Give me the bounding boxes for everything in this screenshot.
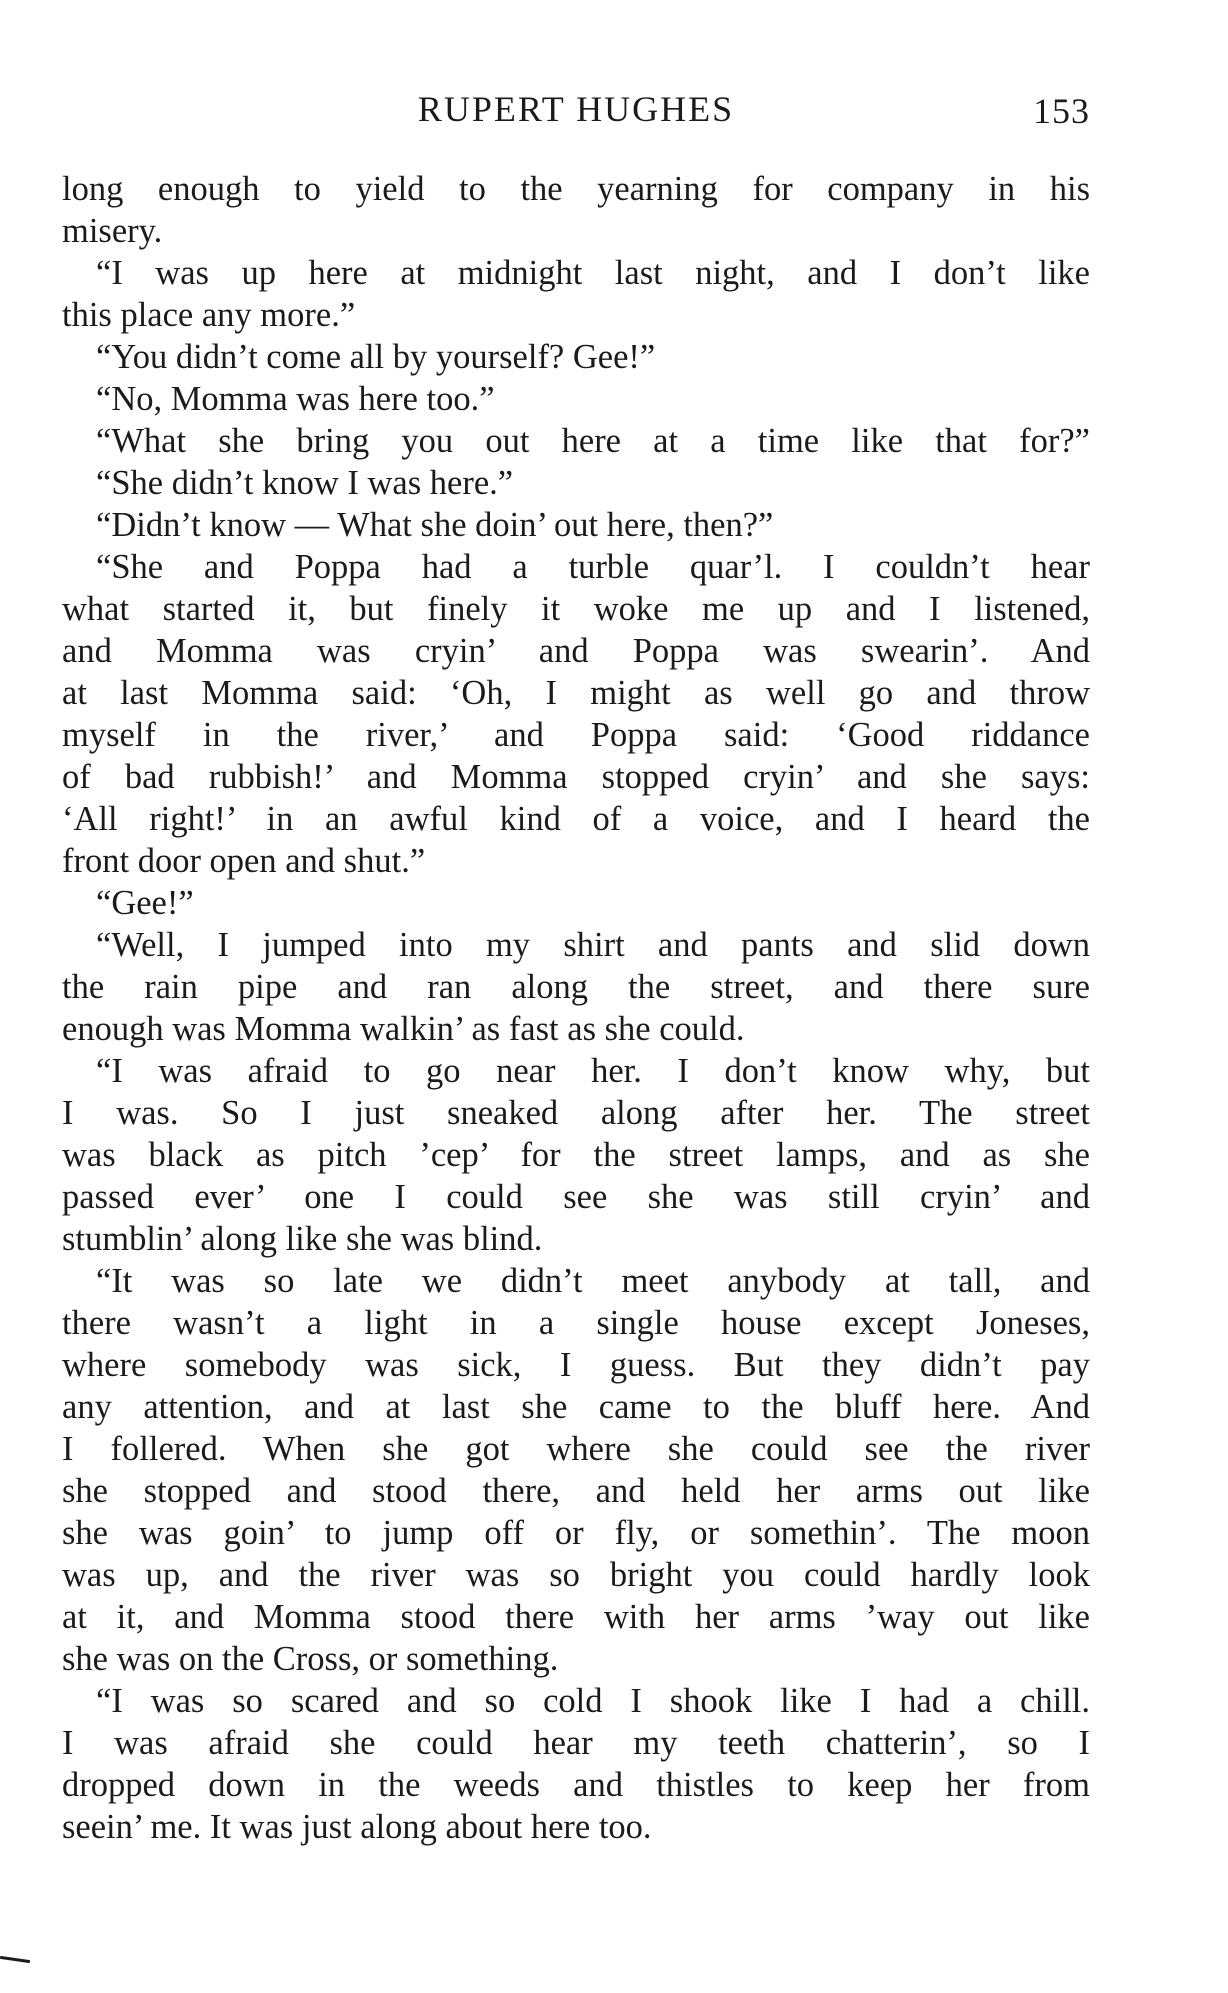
text-line: she stopped and stood there, and held her arms out like	[62, 1472, 1090, 1510]
page-header	[62, 88, 1090, 138]
text-line: “Didn’t know — What she doin’ out here, then?”	[96, 506, 774, 544]
text-line: “She and Poppa had a turble quar’l. I couldn’t hear	[96, 548, 1090, 586]
text-line: “Gee!”	[96, 884, 194, 922]
running-title: RUPERT HUGHES	[417, 89, 735, 129]
text-line: this place any more.”	[62, 296, 356, 334]
text-line: and Momma was cryin’ and Poppa was swearin’. And	[62, 632, 1090, 670]
body-text	[62, 168, 1090, 1848]
page-edge-mark	[0, 1956, 30, 1963]
text-line: what started it, but finely it woke me up and I listened,	[62, 590, 1090, 628]
text-line: “She didn’t know I was here.”	[96, 464, 514, 502]
text-line: “Well, I jumped into my shirt and pants and slid down	[96, 926, 1090, 964]
text-line: where somebody was sick, I guess. But they didn’t pay	[62, 1346, 1090, 1384]
text-line: I was. So I just sneaked along after her. The street	[62, 1094, 1090, 1132]
text-line: “What she bring you out here at a time like that for?”	[96, 422, 1090, 460]
text-line: at it, and Momma stood there with her arms ’way out like	[62, 1598, 1090, 1636]
text-line: long enough to yield to the yearning for company in his	[62, 170, 1090, 208]
text-line: was up, and the river was so bright you could hardly look	[62, 1556, 1090, 1594]
text-line: passed ever’ one I could see she was still cryin’ and	[62, 1178, 1090, 1216]
text-line: of bad rubbish!’ and Momma stopped cryin’ and she says:	[62, 758, 1090, 796]
text-line: she was on the Cross, or something.	[62, 1640, 559, 1678]
text-line: I follered. When she got where she could see the river	[62, 1430, 1090, 1468]
text-line: “No, Momma was here too.”	[96, 380, 495, 418]
text-line: the rain pipe and ran along the street, and there sure	[62, 968, 1090, 1006]
text-line: ‘All right!’ in an awful kind of a voice, and I heard the	[62, 800, 1090, 838]
text-line: “I was up here at midnight last night, and I don’t like	[96, 254, 1090, 292]
page-number: 153	[1033, 91, 1090, 131]
text-line: at last Momma said: ‘Oh, I might as well go and throw	[62, 674, 1090, 712]
text-line: any attention, and at last she came to the bluff here. And	[62, 1388, 1090, 1426]
text-line: “I was afraid to go near her. I don’t know why, but	[96, 1052, 1090, 1090]
text-line: “It was so late we didn’t meet anybody at tall, and	[96, 1262, 1090, 1300]
text-line: “You didn’t come all by yourself? Gee!”	[96, 338, 656, 376]
text-line: was black as pitch ’cep’ for the street lamps, and as she	[62, 1136, 1090, 1174]
text-line: she was goin’ to jump off or fly, or somethin’. The moon	[62, 1514, 1090, 1552]
text-line: there wasn’t a light in a single house except Joneses,	[62, 1304, 1090, 1342]
text-line: front door open and shut.”	[62, 842, 426, 880]
text-line: misery.	[62, 212, 163, 250]
text-line: “I was so scared and so cold I shook like I had a chill.	[96, 1682, 1090, 1720]
text-line: I was afraid she could hear my teeth chatterin’, so I	[62, 1724, 1090, 1762]
text-line: myself in the river,’ and Poppa said: ‘Good riddance	[62, 716, 1090, 754]
text-line: stumblin’ along like she was blind.	[62, 1220, 543, 1258]
text-line: seein’ me. It was just along about here too.	[62, 1808, 652, 1846]
text-line: enough was Momma walkin’ as fast as she could.	[62, 1010, 745, 1048]
text-line: dropped down in the weeds and thistles to keep her from	[62, 1766, 1090, 1804]
